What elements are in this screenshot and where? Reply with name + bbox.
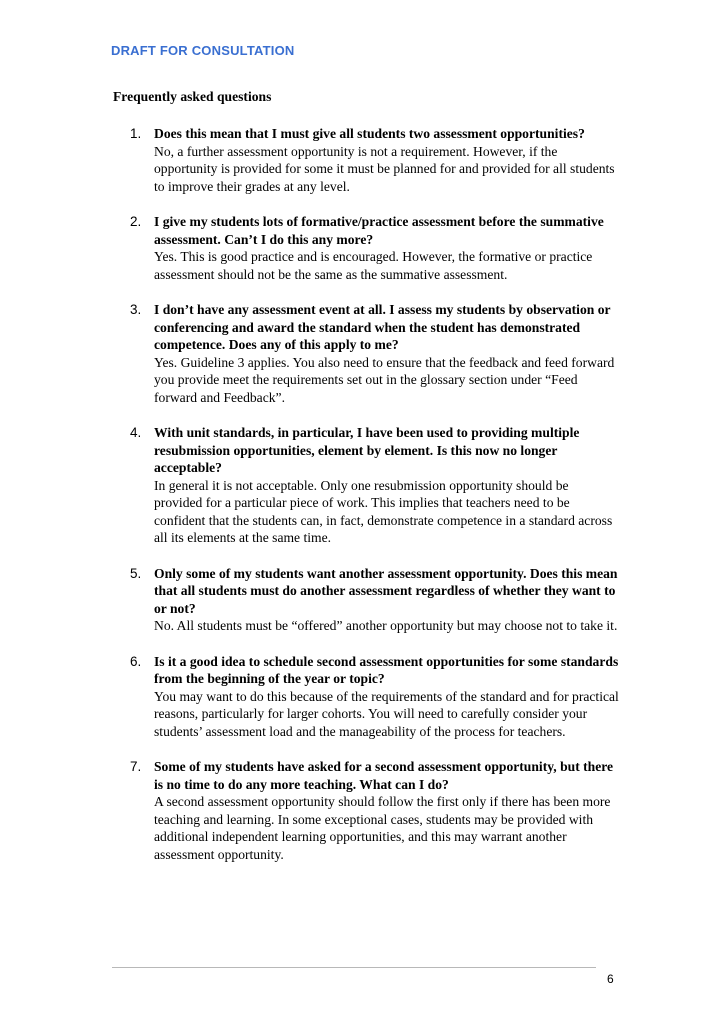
faq-question: With unit standards, in particular, I have been used to providing multiple resubmission opportunities, element by element. Is this now no longer acceptable?	[154, 425, 580, 475]
faq-answer: No, a further assessment opportunity is not a requirement. However, if the opportunity is provided for some it must be planned for and provided for all students to improve their grades at any level.	[154, 143, 615, 194]
faq-answer: A second assessment opportunity should follow the first only if there has been more teaching and learning. In some exceptional cases, students may be provided with additional independent learning opportunities, and this may warrant another assessment opportunity.	[154, 794, 611, 862]
faq-question: Is it a good idea to schedule second assessment opportunities for some standards from the beginning of the year or topic?	[154, 653, 619, 686]
faq-answer: You may want to do this because of the requirements of the standard and for practical reasons, particularly for larger cohorts. You will need to carefully consider your students’ assessment load and the manageability of the process for teachers.	[154, 688, 619, 739]
faq-item	[130, 565, 620, 635]
faq-item	[130, 653, 620, 741]
faq-answer: In general it is not acceptable. Only one resubmission opportunity should be provided for a particular piece of work. This implies that teachers need to be confident that the students can, in fact, demonstrate competence in a standard across all its elements at the same time.	[154, 477, 613, 545]
page-number: 6	[607, 972, 614, 986]
faq-item	[130, 301, 620, 406]
faq-number: 3.	[130, 302, 142, 317]
faq-number: 7.	[130, 759, 142, 774]
faq-number: 5.	[130, 565, 142, 581]
faq-answer: No. All students must be “offered” another opportunity but may choose not to take it.	[154, 618, 618, 633]
faq-list	[130, 125, 620, 881]
faq-number: 6.	[130, 653, 142, 669]
faq-question: I give my students lots of formative/practice assessment before the summative assessment. Can’t I do this any more?	[154, 214, 604, 247]
faq-question: Does this mean that I must give all students two assessment opportunities?	[154, 126, 585, 141]
section-heading: Frequently asked questions	[113, 89, 272, 104]
faq-item	[130, 758, 620, 863]
faq-item	[130, 125, 620, 195]
faq-question: Some of my students have asked for a second assessment opportunity, but there is no time to do any more teaching. What can I do?	[154, 759, 614, 792]
faq-item	[130, 424, 620, 547]
faq-number: 2.	[130, 214, 142, 229]
faq-item	[130, 213, 620, 283]
faq-question: Only some of my students want another assessment opportunity. Does this mean that all students must do another assessment regardless of whether they want to or not?	[154, 565, 618, 616]
faq-number: 4.	[130, 425, 142, 440]
faq-answer: Yes. This is good practice and is encouraged. However, the formative or practice assessment should not be the same as the summative assessment.	[154, 249, 593, 282]
draft-label: DRAFT FOR CONSULTATION	[111, 43, 295, 58]
faq-answer: Yes. Guideline 3 applies. You also need to ensure that the feedback and feed forward you provide meet the requirements set out in the glossary section under “Feed forward and Feedback”.	[154, 354, 615, 405]
faq-question: I don’t have any assessment event at all. I assess my students by observation or conferencing and award the standard when the student has demonstrated competence. Does any of this apply to me?	[154, 302, 611, 352]
faq-number: 1.	[130, 126, 142, 141]
footer-divider	[112, 967, 596, 968]
